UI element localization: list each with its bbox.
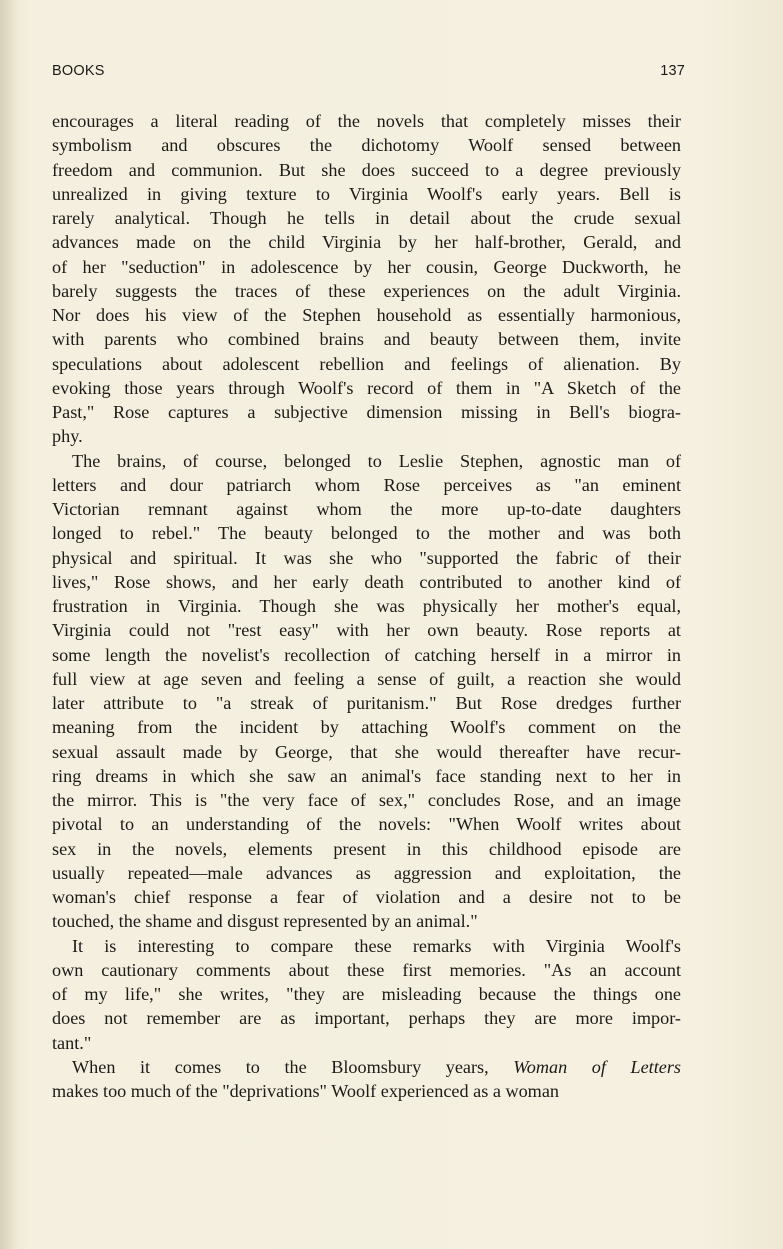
text-line: unrealized in giving texture to Virginia Woolf's early years. Bell is	[52, 183, 681, 204]
text-line: barely suggests the traces of these experiences on the adult Virginia.	[52, 280, 681, 301]
text-line: phy.	[52, 426, 83, 447]
text-line: freedom and communion. But she does succeed to a degree previously	[52, 159, 681, 180]
text-line: ring dreams in which she saw an animal's face standing next to her in	[52, 765, 681, 786]
text-line: touched, the shame and disgust represented by an animal."	[52, 911, 478, 932]
text-line: speculations about adolescent rebellion and feelings of alienation. By	[52, 353, 681, 374]
text-line-run: When it comes to the Bloomsbury years,	[72, 1056, 514, 1077]
text-line: own cautionary comments about these first memories. "As an account	[52, 959, 681, 980]
text-line: tant."	[52, 1032, 92, 1053]
text-line: symbolism and obscures the dichotomy Woolf sensed between	[52, 135, 681, 156]
text-line: longed to rebel." The beauty belonged to the mother and was both	[52, 523, 681, 544]
text-line: Victorian remnant against whom the more up-to-date daughters	[52, 499, 681, 519]
paragraph	[52, 1055, 681, 1104]
text-line: Virginia could not "rest easy" with her own beauty. Rose reports at	[52, 620, 681, 641]
body-text	[52, 109, 681, 1103]
text-line: Past," Rose captures a subjective dimension missing in Bell's biogra-	[52, 402, 681, 422]
text-line: the mirror. This is "the very face of sex," concludes Rose, and an image	[52, 790, 681, 810]
text-line: does not remember are as important, perhaps they are more impor-	[52, 1008, 681, 1029]
book-title: Woman of Letters	[513, 1056, 681, 1077]
text-line: usually repeated—male advances as aggression and exploitation, the	[52, 862, 681, 883]
text-line: some length the novelist's recollection of catching herself in a mirror in	[52, 644, 681, 665]
text-line: full view at age seven and feeling a sense of guilt, a reaction she would	[52, 668, 681, 689]
text-line: makes too much of the "deprivations" Woolf experienced as a woman	[52, 1081, 559, 1101]
text-line: pivotal to an understanding of the novels: "When Woolf writes about	[52, 814, 681, 835]
text-line: sexual assault made by George, that she would thereafter have recur-	[52, 741, 681, 762]
text-line: It is interesting to compare these remarks with Virginia Woolf's	[72, 935, 681, 956]
text-line: evoking those years through Woolf's record of them in "A Sketch of the	[52, 377, 681, 398]
running-head-section: BOOKS	[52, 63, 105, 79]
text-line: The brains, of course, belonged to Leslie Stephen, agnostic man of	[72, 450, 681, 471]
text-line: advances made on the child Virginia by her half-brother, Gerald, and	[52, 232, 681, 253]
text-line: of my life," she writes, "they are misleading because the things one	[52, 984, 681, 1004]
text-line: lives," Rose shows, and her early death contributed to another kind of	[52, 571, 681, 592]
text-line: meaning from the incident by attaching Woolf's comment on the	[52, 717, 681, 738]
text-line: later attribute to "a streak of puritanism." But Rose dredges further	[52, 693, 681, 713]
text-line: physical and spiritual. It was she who "supported the fabric of their	[52, 547, 681, 568]
page-number: 137	[660, 63, 685, 79]
text-line: Nor does his view of the Stephen household as essentially harmonious,	[52, 305, 681, 325]
text-line: of her "seduction" in adolescence by her cousin, George Duckworth, he	[52, 256, 681, 277]
text-line: rarely analytical. Though he tells in detail about the crude sexual	[52, 208, 681, 228]
running-head	[52, 63, 685, 83]
paragraph	[52, 449, 681, 934]
spine-shadow	[0, 0, 18, 1249]
text-line: letters and dour patriarch whom Rose perceives as "an eminent	[52, 474, 681, 495]
text-line: frustration in Virginia. Though she was physically her mother's equal,	[52, 596, 681, 616]
text-line: woman's chief response a fear of violation and a desire not to be	[52, 887, 681, 907]
text-line	[52, 1055, 681, 1079]
text-line: sex in the novels, elements present in this childhood episode are	[52, 838, 681, 859]
text-line: encourages a literal reading of the novels that completely misses their	[52, 111, 681, 131]
paragraph	[52, 934, 681, 1055]
paragraph	[52, 109, 681, 449]
text-line: with parents who combined brains and beauty between them, invite	[52, 329, 681, 350]
